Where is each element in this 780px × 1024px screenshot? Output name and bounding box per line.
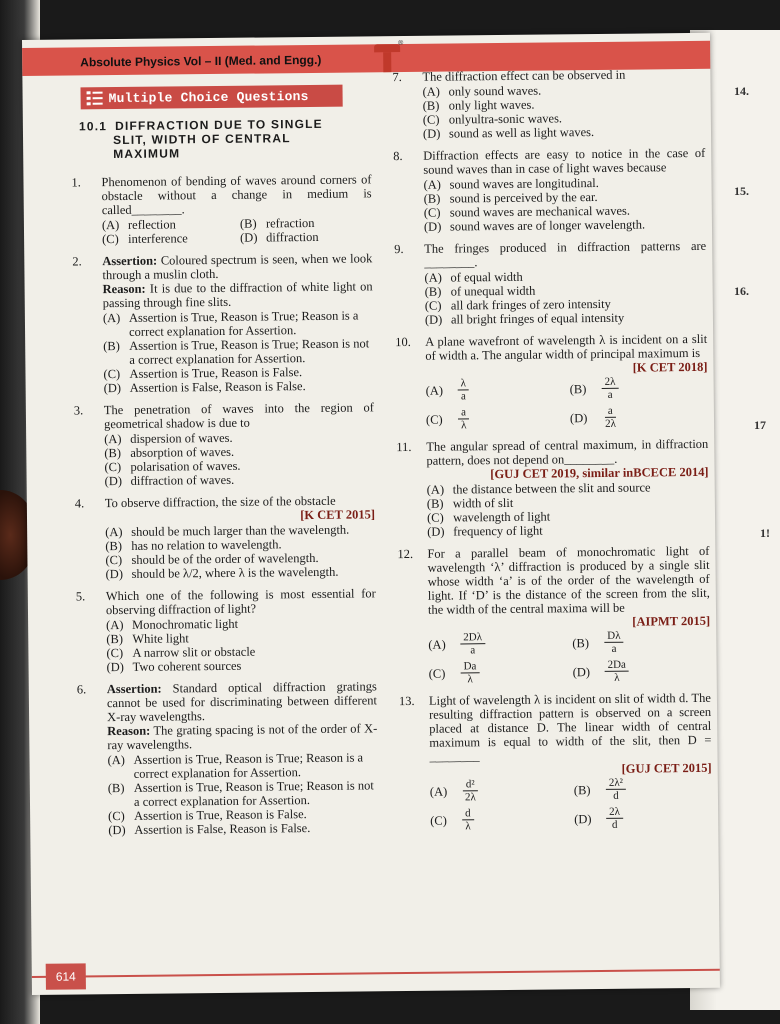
publisher-logo: ® [374,44,400,74]
right-questions [392,67,712,833]
left-questions [71,172,378,837]
fraction [604,630,624,655]
numerator: Da [461,660,480,673]
stem-text: The fringes produced in diffraction patterns are ________. [424,238,707,270]
stem-text: The diffraction effect can be observed in [422,67,626,84]
option-letter: (D) [424,312,443,327]
denominator: 2λ [604,417,616,430]
option [574,776,712,802]
option-text: polarisation of waves. [130,458,241,474]
question-stem [427,544,710,617]
question-number: 7. [392,70,402,85]
option-text: should be of the order of wavelength. [131,550,319,567]
option-text: should be λ/2, where λ is the wavelength. [131,564,339,581]
option-text: the distance between the slit and source [452,480,651,497]
margin-number: 1! [760,526,770,540]
denominator: λ [460,419,467,432]
stem-text: To observe diffraction, the size of the obstacle [104,493,336,511]
option-letter: (C) [430,813,447,828]
question [77,679,379,837]
denominator: a [607,388,613,401]
option-text: width of slit [452,495,514,511]
exam-source: [GUJ CET 2015] [621,760,712,776]
question-stem [107,679,378,752]
option [572,629,710,655]
options [103,308,374,395]
margin-number: 15. [734,184,749,198]
denominator: λ [614,671,620,684]
option-text: diffraction of waves. [130,472,235,488]
option-text: wavelength of light [452,509,551,525]
exam-source: [K CET 2018] [632,359,708,375]
fraction [606,777,626,802]
stem-text: Phenomenon of bending of waves around corners of obstacle without a change in medium is called________. [101,172,372,218]
options [424,268,707,327]
margin-number: 14. [734,84,749,98]
option-letter: (A) [428,637,446,652]
option-text: only sound waves. [448,83,542,99]
option-text: refraction [265,215,315,231]
options [422,82,705,141]
option-letter: (A) [104,431,122,447]
question-stem [422,67,704,84]
option-letter: (A) [422,84,440,99]
option-letter: (B) [107,780,125,796]
options [426,375,709,432]
option-letter: (C) [428,666,446,681]
option-text: all bright fringes of equal intensity [450,310,625,327]
option-letter: (C) [105,552,123,568]
section-title-line2: SLIT, WIDTH OF CENTRAL [112,131,291,148]
option-letter: (C) [424,298,442,313]
reason-label: Reason: [102,281,146,297]
option-text: dispersion of waves. [130,430,233,446]
option-text: Assertion is True, Reason is False. [134,807,307,823]
fraction [602,376,619,401]
option-letter: (B) [426,496,444,511]
question-stem [104,400,374,431]
fraction [460,631,485,656]
option-letter: (B) [569,381,587,396]
options [428,629,711,686]
question-number: 5. [75,589,86,604]
option-letter: (D) [574,811,592,826]
stem-text: A plane wavefront of wavelength λ is incident on a slit of width a. The angular width of principal maximum is [425,331,708,363]
option [103,336,373,367]
option-text: of unequal width [450,283,536,299]
stem-text: Light of wavelength λ is incident on slit of width d. The resulting diffraction pattern is observed on a screen placed at distance D. The linear width of central maximum is equal to width of the slit, then D = ________ [428,690,712,764]
option-letter: (B) [424,284,442,299]
numerator: 2Dλ [460,631,485,644]
question-number: 3. [73,403,84,418]
question-number: 4. [74,496,85,511]
assertion-text: Coloured spectrum is seen, when we look through a muslin cloth. [102,251,373,283]
question-number: 6. [76,682,87,697]
option-text: diffraction [266,229,319,245]
numerator: 2λ² [606,777,626,790]
section-number: 10.1 [78,119,108,134]
option [430,806,568,832]
question-number: 11. [396,439,412,455]
question [74,400,375,488]
section-title-line3: MAXIMUM [113,146,181,162]
stem-text: Diffraction effects are easy to notice in the case of sound waves than in case of light waves because [423,145,706,177]
option [102,217,234,232]
question [71,172,372,246]
right-column [392,67,712,841]
book-page [22,33,720,995]
option-text: absorption of waves. [130,444,235,460]
denominator: a [460,390,466,403]
option-letter: (B) [239,216,257,231]
option [428,630,566,656]
fraction [458,406,470,431]
option-letter: (A) [426,482,445,497]
option-text: Two coherent sources [132,658,242,674]
option-letter: (C) [425,412,443,427]
option-letter: (D) [569,410,588,425]
options [104,429,375,488]
numerator: d² [463,778,478,791]
option-text: sound waves are longitudinal. [449,175,599,192]
denominator: 2λ [464,791,476,804]
fraction [458,377,470,402]
option-letter: (B) [103,338,120,354]
option [427,522,709,539]
question-stem [429,691,712,764]
numerator: λ [458,377,469,390]
option [430,777,568,803]
question-number: 12. [397,546,414,562]
section-heading [79,116,371,161]
option-text: Assertion is True, Reason is True; Reason is not a correct explanation for Assertion. [133,778,374,809]
option-text: Assertion is False, Reason is False. [129,379,306,395]
option-letter: (D) [572,664,591,679]
option-letter: (C) [104,459,122,475]
option-letter: (D) [423,219,442,234]
stem-text: The penetration of waves into the region of geometrical shadow is due to [103,400,374,432]
question-number: 9. [394,242,404,257]
exam-source: [K CET 2015] [300,507,376,523]
denominator: a [611,642,617,655]
option-text: interference [128,231,188,246]
option-text: Monochromatic light [132,616,239,632]
page-number: 614 [46,963,86,989]
question [393,146,706,234]
option [424,217,706,234]
option-text: Assertion is True, Reason is True; Reason is a correct explanation for Assertion. [128,308,359,339]
numerator: a [458,406,469,419]
options [102,215,372,246]
option-text: sound as well as light waves. [448,125,595,141]
option [240,215,372,230]
fraction [606,806,623,831]
question-stem [101,172,371,217]
option [429,659,567,685]
question-stem [106,586,376,617]
question-stem [102,251,373,310]
question [75,493,376,581]
footer-rule [32,969,720,978]
option-letter: (A) [429,784,448,799]
option-letter: (B) [104,445,122,461]
option [103,308,373,339]
numerator: 2λ [606,806,623,819]
denominator: a [470,644,476,657]
option-letter: (D) [103,380,122,396]
question [399,691,712,833]
option-letter: (C) [106,645,124,661]
option [240,229,372,244]
question [392,67,705,141]
question-number: 10. [395,334,411,350]
book-title: Absolute Physics Vol – II (Med. and Engg.) [80,52,322,70]
option-letter: (D) [105,566,124,582]
option-text: sound is perceived by the ear. [449,189,598,206]
option [106,564,376,581]
exam-source: [GUJ CET 2019, similar inBCECE 2014] [490,464,709,482]
option-text: A narrow slit or obstacle [132,644,256,660]
option-letter: (C) [103,366,121,382]
exam-source: [AIPMT 2015] [632,613,711,629]
option-text: Assertion is True, Reason is True; Reason is not a correct explanation for Assertion. [129,336,370,367]
denominator: λ [465,820,471,833]
option [104,378,374,395]
option-text: Assertion is True, Reason is True; Reason is a correct explanation for Assertion. [133,750,364,781]
option-text: sound waves are of longer wavelength. [449,217,646,234]
option-letter: (D) [427,524,445,539]
option [108,778,378,809]
option-letter: (C) [102,231,119,247]
fraction [461,660,480,685]
numerator: a [605,405,616,418]
option-letter: (A) [106,617,124,633]
option-text: has no relation to wavelength. [131,537,282,553]
question [76,586,377,674]
option [102,231,234,246]
option-text: Assertion is False, Reason is False. [134,821,311,837]
option-letter: (C) [422,112,440,127]
stem-text: The angular spread of central maximum, in diffraction pattern, does not depend on________. [426,436,709,468]
numerator: d [462,807,474,820]
numerator: Dλ [604,630,623,643]
option-text: only light waves. [448,97,535,113]
option-letter: (A) [425,383,444,398]
option [105,471,375,488]
options [423,175,706,234]
option-letter: (A) [423,177,441,192]
option-letter: (D) [106,659,125,675]
reason-text: The grating spacing is not of the order of X-ray wavelengths. [107,721,378,753]
numerator: 2λ [602,376,619,389]
question [396,437,709,539]
option-text: White light [132,631,189,646]
question-stem [424,239,706,270]
assertion-text: Standard optical diffraction gratings cannot be used for discriminating between different X-ray wavelengths. [106,679,378,725]
question-number: 13. [398,693,415,709]
option-letter: (A) [102,310,121,326]
option [426,405,564,431]
option [423,124,705,141]
option-text: all dark fringes of zero intensity [450,296,611,313]
stem-text: For a parallel beam of monochromatic light of wavelength ‘λ’ diffraction is produced by a single slit whose width ‘a’ is of the order of the wavelength of light. If ‘D’ is the distance of the screen from the slit, the width of the central maxima will be [427,543,710,617]
option-text: reflection [127,217,176,232]
question-number: 8. [393,149,403,164]
left-column [71,84,379,845]
question-number: 2. [72,254,82,269]
option [573,658,711,684]
fraction [605,659,630,684]
question-stem [423,146,705,177]
options [430,776,713,833]
option-text: frequency of light [453,523,543,539]
option [107,750,377,781]
question [72,251,373,395]
options [427,480,710,539]
option-letter: (B) [423,191,441,206]
option-letter: (D) [104,473,123,489]
denominator: λ [467,673,473,686]
question [394,239,707,327]
option-letter: (B) [106,631,124,647]
option-text: of equal width [450,269,523,285]
assertion-label: Assertion: [106,681,162,697]
margin-number: 17 [754,418,766,432]
option [570,404,708,430]
numerator: 2Da [605,659,629,672]
fraction [462,778,479,803]
option-letter: (A) [105,524,123,540]
stem-text: Which one of the following is most essential for observing diffraction of light? [105,586,376,618]
assertion-label: Assertion: [102,253,158,269]
option-letter: (D) [240,230,258,245]
question-stem [425,332,707,363]
option-text: should be much larger than the wavelength. [131,522,350,539]
option [574,805,712,831]
option-letter: (D) [108,822,126,838]
list-icon [87,90,103,106]
reason-text: It is due to the diffraction of white light on passing through fine slits. [102,279,373,311]
fraction [602,405,619,430]
options [107,750,378,837]
option-letter: (C) [108,808,125,824]
option-letter: (A) [107,752,125,768]
option-letter: (A) [101,217,120,233]
option-letter: (C) [423,205,441,220]
reason-label: Reason: [107,723,151,739]
mcq-heading [80,85,342,110]
option-letter: (B) [422,98,440,113]
denominator: d [613,789,619,802]
denominator: d [611,818,618,831]
question-number: 1. [71,175,81,190]
option-letter: (A) [424,270,442,285]
option-text: Assertion is True, Reason is False. [129,365,303,381]
question [397,544,710,686]
fraction [462,807,474,832]
question-stem [426,437,708,468]
section-title-line1: DIFFRACTION DUE TO SINGLE [114,116,323,134]
question [395,332,708,432]
margin-number: 16. [734,284,749,298]
option [106,657,376,674]
option [425,310,707,327]
option-letter: (B) [573,782,591,797]
options [105,522,376,581]
mcq-title: Multiple Choice Questions [108,88,309,106]
option-letter: (B) [105,538,123,554]
option [570,375,708,401]
option [426,376,564,402]
option-letter: (D) [422,126,441,141]
options [106,615,377,674]
option-text: sound waves are mechanical waves. [449,203,631,220]
option-letter: (B) [572,635,590,650]
option-text: onlyultra-sonic waves. [448,111,563,127]
option-letter: (C) [426,510,444,525]
option [108,820,378,837]
